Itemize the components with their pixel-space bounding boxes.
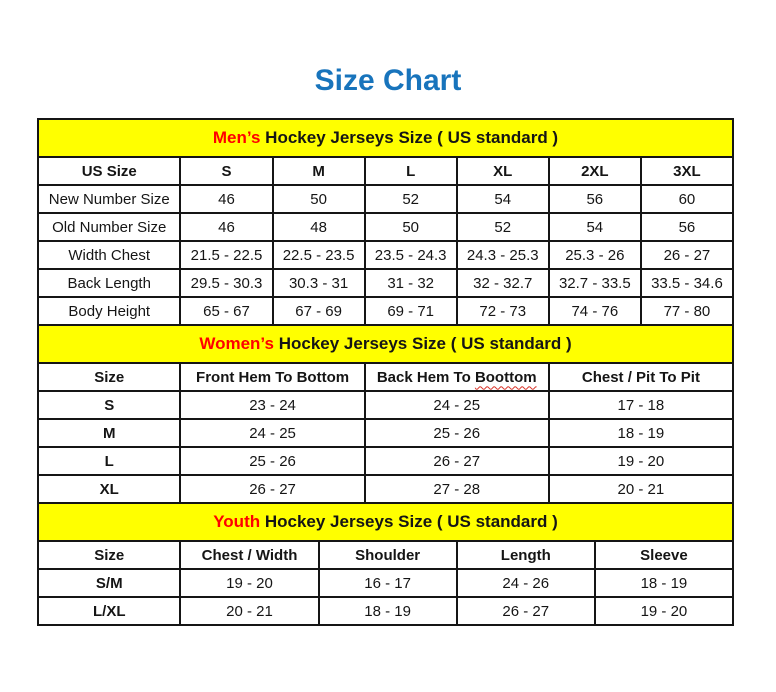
size-value: 19 - 20 <box>595 597 733 625</box>
size-value: 54 <box>457 185 549 213</box>
size-value: 26 - 27 <box>641 241 733 269</box>
row-label: M <box>38 419 180 447</box>
row-label: Body Height <box>38 297 180 325</box>
size-value: 46 <box>180 213 272 241</box>
table-row <box>38 447 733 475</box>
column-header: S <box>180 157 272 185</box>
size-value: 26 - 27 <box>365 447 549 475</box>
size-value: 52 <box>365 185 457 213</box>
youth-title <box>38 503 733 541</box>
size-value: 74 - 76 <box>549 297 641 325</box>
size-value: 69 - 71 <box>365 297 457 325</box>
row-label: S/M <box>38 569 180 597</box>
size-value: 24 - 25 <box>365 391 549 419</box>
size-value: 19 - 20 <box>549 447 733 475</box>
column-header: Chest / Pit To Pit <box>549 363 733 391</box>
column-header: 3XL <box>641 157 733 185</box>
size-value: 32 - 32.7 <box>457 269 549 297</box>
row-label: New Number Size <box>38 185 180 213</box>
table-row <box>38 269 733 297</box>
size-value: 46 <box>180 185 272 213</box>
mens-header-row <box>38 157 733 185</box>
size-value: 72 - 73 <box>457 297 549 325</box>
size-value: 25.3 - 26 <box>549 241 641 269</box>
size-value: 27 - 28 <box>365 475 549 503</box>
row-label: Old Number Size <box>38 213 180 241</box>
size-value: 24 - 25 <box>180 419 364 447</box>
youth-size-table <box>37 502 734 626</box>
table-row <box>38 297 733 325</box>
table-row <box>38 569 733 597</box>
size-value: 22.5 - 23.5 <box>273 241 365 269</box>
womens-title <box>38 325 733 363</box>
womens-title-accent: Women’s <box>199 334 274 353</box>
table-row <box>38 241 733 269</box>
youth-header-row <box>38 541 733 569</box>
size-value: 23.5 - 24.3 <box>365 241 457 269</box>
womens-title-text: Hockey Jerseys Size ( US standard ) <box>278 334 572 353</box>
column-header: Sleeve <box>595 541 733 569</box>
size-value: 18 - 19 <box>319 597 457 625</box>
column-header: Size <box>38 363 180 391</box>
column-header: M <box>273 157 365 185</box>
column-header: Chest / Width <box>180 541 318 569</box>
size-value: 56 <box>641 213 733 241</box>
mens-title-accent: Men’s <box>212 128 261 147</box>
table-row <box>38 185 733 213</box>
size-value: 17 - 18 <box>549 391 733 419</box>
womens-title-band <box>38 325 733 363</box>
table-row <box>38 597 733 625</box>
row-label: L <box>38 447 180 475</box>
misspelled-word: Boottom <box>474 368 537 386</box>
size-value: 20 - 21 <box>180 597 318 625</box>
size-value: 25 - 26 <box>365 419 549 447</box>
youth-title-band <box>38 503 733 541</box>
size-value: 31 - 32 <box>365 269 457 297</box>
size-value: 56 <box>549 185 641 213</box>
size-value: 54 <box>549 213 641 241</box>
column-header: Size <box>38 541 180 569</box>
row-label: L/XL <box>38 597 180 625</box>
column-header: L <box>365 157 457 185</box>
table-row <box>38 475 733 503</box>
column-header: Length <box>457 541 595 569</box>
size-value: 24 - 26 <box>457 569 595 597</box>
page-title: Size Chart <box>314 64 462 97</box>
size-value: 24.3 - 25.3 <box>457 241 549 269</box>
table-row <box>38 419 733 447</box>
table-row <box>38 213 733 241</box>
column-header: US Size <box>38 157 180 185</box>
youth-title-text: Hockey Jerseys Size ( US standard ) <box>264 512 558 531</box>
column-header-text: Back Hem To <box>376 368 471 386</box>
size-value: 18 - 19 <box>595 569 733 597</box>
size-value: 77 - 80 <box>641 297 733 325</box>
size-value: 20 - 21 <box>549 475 733 503</box>
size-value: 50 <box>273 185 365 213</box>
size-value: 50 <box>365 213 457 241</box>
size-value: 60 <box>641 185 733 213</box>
womens-header-row <box>38 363 733 391</box>
size-value: 52 <box>457 213 549 241</box>
size-value: 25 - 26 <box>180 447 364 475</box>
row-label: XL <box>38 475 180 503</box>
table-row <box>38 391 733 419</box>
size-value: 26 - 27 <box>457 597 595 625</box>
size-value: 21.5 - 22.5 <box>180 241 272 269</box>
mens-title-band <box>38 119 733 157</box>
mens-title-text: Hockey Jerseys Size ( US standard ) <box>265 128 559 147</box>
size-value: 65 - 67 <box>180 297 272 325</box>
size-value: 18 - 19 <box>549 419 733 447</box>
column-header: Shoulder <box>319 541 457 569</box>
size-chart-tables <box>37 118 734 626</box>
size-value: 67 - 69 <box>273 297 365 325</box>
size-value: 23 - 24 <box>180 391 364 419</box>
size-value: 33.5 - 34.6 <box>641 269 733 297</box>
column-header <box>365 363 549 391</box>
size-value: 30.3 - 31 <box>273 269 365 297</box>
youth-title-accent: Youth <box>213 512 261 531</box>
column-header: Front Hem To Bottom <box>180 363 364 391</box>
row-label: S <box>38 391 180 419</box>
column-header: XL <box>457 157 549 185</box>
mens-title <box>38 119 733 157</box>
size-value: 32.7 - 33.5 <box>549 269 641 297</box>
size-value: 19 - 20 <box>180 569 318 597</box>
size-value: 26 - 27 <box>180 475 364 503</box>
mens-size-table <box>37 118 734 326</box>
row-label: Back Length <box>38 269 180 297</box>
size-value: 48 <box>273 213 365 241</box>
womens-size-table <box>37 324 734 504</box>
size-value: 29.5 - 30.3 <box>180 269 272 297</box>
row-label: Width Chest <box>38 241 180 269</box>
size-value: 16 - 17 <box>319 569 457 597</box>
column-header: 2XL <box>549 157 641 185</box>
